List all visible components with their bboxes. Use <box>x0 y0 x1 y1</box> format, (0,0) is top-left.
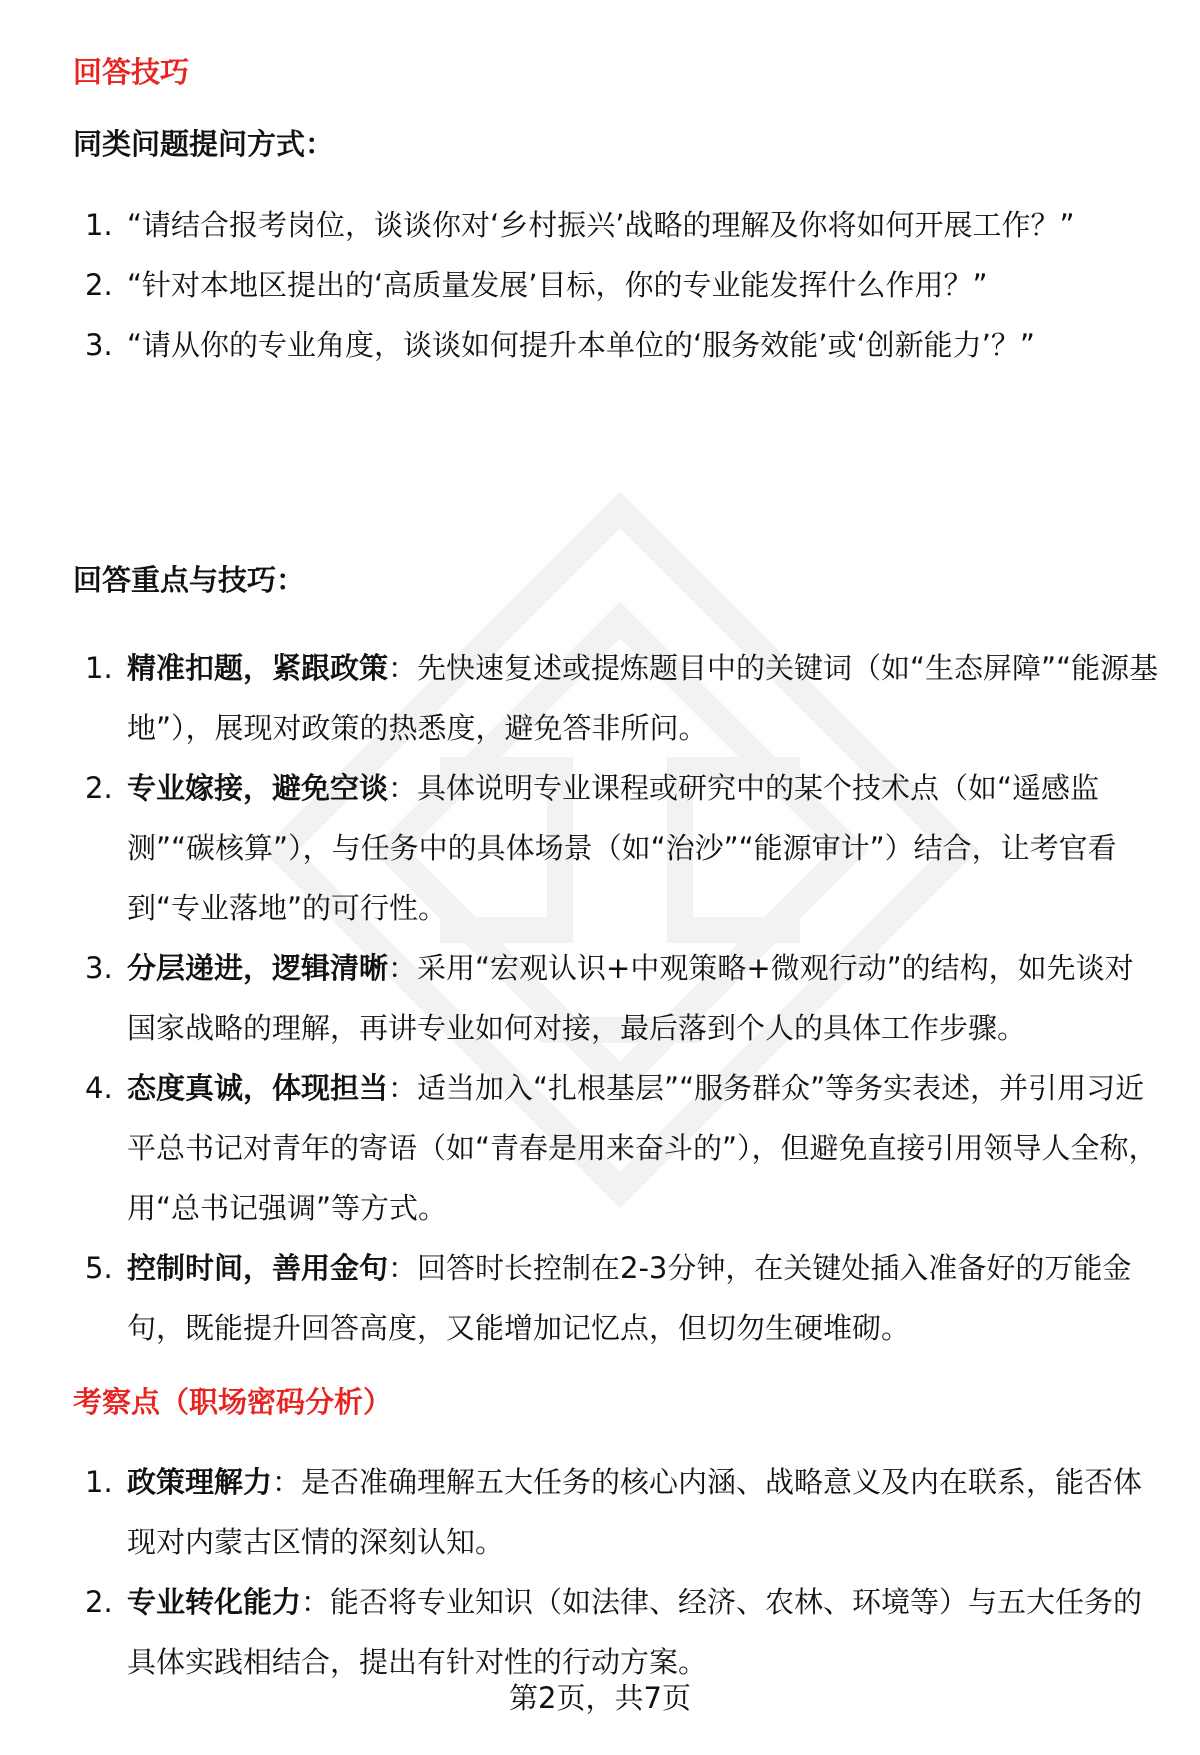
list-item <box>0 1452 1200 1572</box>
list-item <box>0 195 1200 255</box>
list-item-heading: 控制时间，善用金句 <box>127 1251 389 1285</box>
list-item <box>0 1238 1200 1358</box>
list-item-text: ：是否准确理解五大任务的核心内涵、战略意义及内在联系，能否体现对内蒙古区情的深刻认知。 <box>127 1465 1143 1559</box>
list-number: 2. <box>85 771 113 805</box>
list-number: 5. <box>85 1251 113 1285</box>
assessment-points-list <box>0 1452 1200 1692</box>
list-item-text: ：适当加入“扎根基层”“服务群众”等务实表述，并引用习近平总书记对青年的寄语（如“青春是用来奋斗的”），但避免直接引用领导人全称，用“总书记强调”等方式。 <box>127 1071 1158 1225</box>
list-item <box>0 1572 1200 1692</box>
similar-questions-list <box>0 195 1200 375</box>
list-number: 3. <box>85 328 113 362</box>
list-item-text: ：具体说明专业课程或研究中的某个技术点（如“遥感监测”“碳核算”），与任务中的具体场景（如“治沙”“能源审计”）结合，让考官看到“专业落地”的可行性。 <box>127 771 1117 925</box>
list-item-text: “请结合报考岗位，谈谈你对‘乡村振兴’战略的理解及你将如何开展工作？” <box>127 208 1075 242</box>
section-title-key-points: 回答重点与技巧： <box>73 563 306 597</box>
list-item-text: ：能否将专业知识（如法律、经济、农林、环境等）与五大任务的具体实践相结合，提出有针对性的行动方案。 <box>127 1585 1143 1679</box>
list-number: 3. <box>85 951 113 985</box>
list-item-heading: 专业转化能力 <box>127 1585 302 1619</box>
list-item-heading: 分层递进，逻辑清晰 <box>127 951 389 985</box>
list-number: 4. <box>85 1071 113 1105</box>
list-item <box>0 938 1200 1058</box>
list-number: 1. <box>85 208 113 242</box>
list-item-heading: 精准扣题，紧跟政策 <box>127 651 389 685</box>
page-number-footer: 第2页，共7页 <box>509 1681 691 1715</box>
section-title-similar-questions: 同类问题提问方式： <box>73 127 335 161</box>
list-item <box>0 1058 1200 1238</box>
list-item-heading: 政策理解力 <box>127 1465 273 1499</box>
list-item-text: ：采用“宏观认识+中观策略+微观行动”的结构，如先谈对国家战略的理解，再讲专业如何对接，最后落到个人的具体工作步骤。 <box>127 951 1134 1045</box>
list-item <box>0 255 1200 315</box>
tips-list <box>0 638 1200 1358</box>
list-item-text: “请从你的专业角度，谈谈如何提升本单位的‘服务效能’或‘创新能力’？” <box>127 328 1035 362</box>
list-item-text: ：回答时长控制在2-3分钟，在关键处插入准备好的万能金句，既能提升回答高度，又能增加记忆点，但切勿生硬堆砌。 <box>127 1251 1132 1345</box>
list-item-text: “针对本地区提出的‘高质量发展’目标，你的专业能发挥什么作用？” <box>127 268 988 302</box>
list-item-heading: 专业嫁接，避免空谈 <box>127 771 389 805</box>
list-item <box>0 638 1200 758</box>
list-number: 2. <box>85 1585 113 1619</box>
list-item-heading: 态度真诚，体现担当 <box>127 1071 389 1105</box>
section-title-assessment-points: 考察点（职场密码分析） <box>73 1385 393 1419</box>
list-number: 2. <box>85 268 113 302</box>
list-number: 1. <box>85 1465 113 1499</box>
section-title-answer-tips: 回答技巧 <box>73 55 190 89</box>
list-item <box>0 758 1200 938</box>
list-item <box>0 315 1200 375</box>
list-item-text: ：先快速复述或提炼题目中的关键词（如“生态屏障”“能源基地”），展现对政策的热悉度，避免答非所问。 <box>127 651 1159 745</box>
list-number: 1. <box>85 651 113 685</box>
